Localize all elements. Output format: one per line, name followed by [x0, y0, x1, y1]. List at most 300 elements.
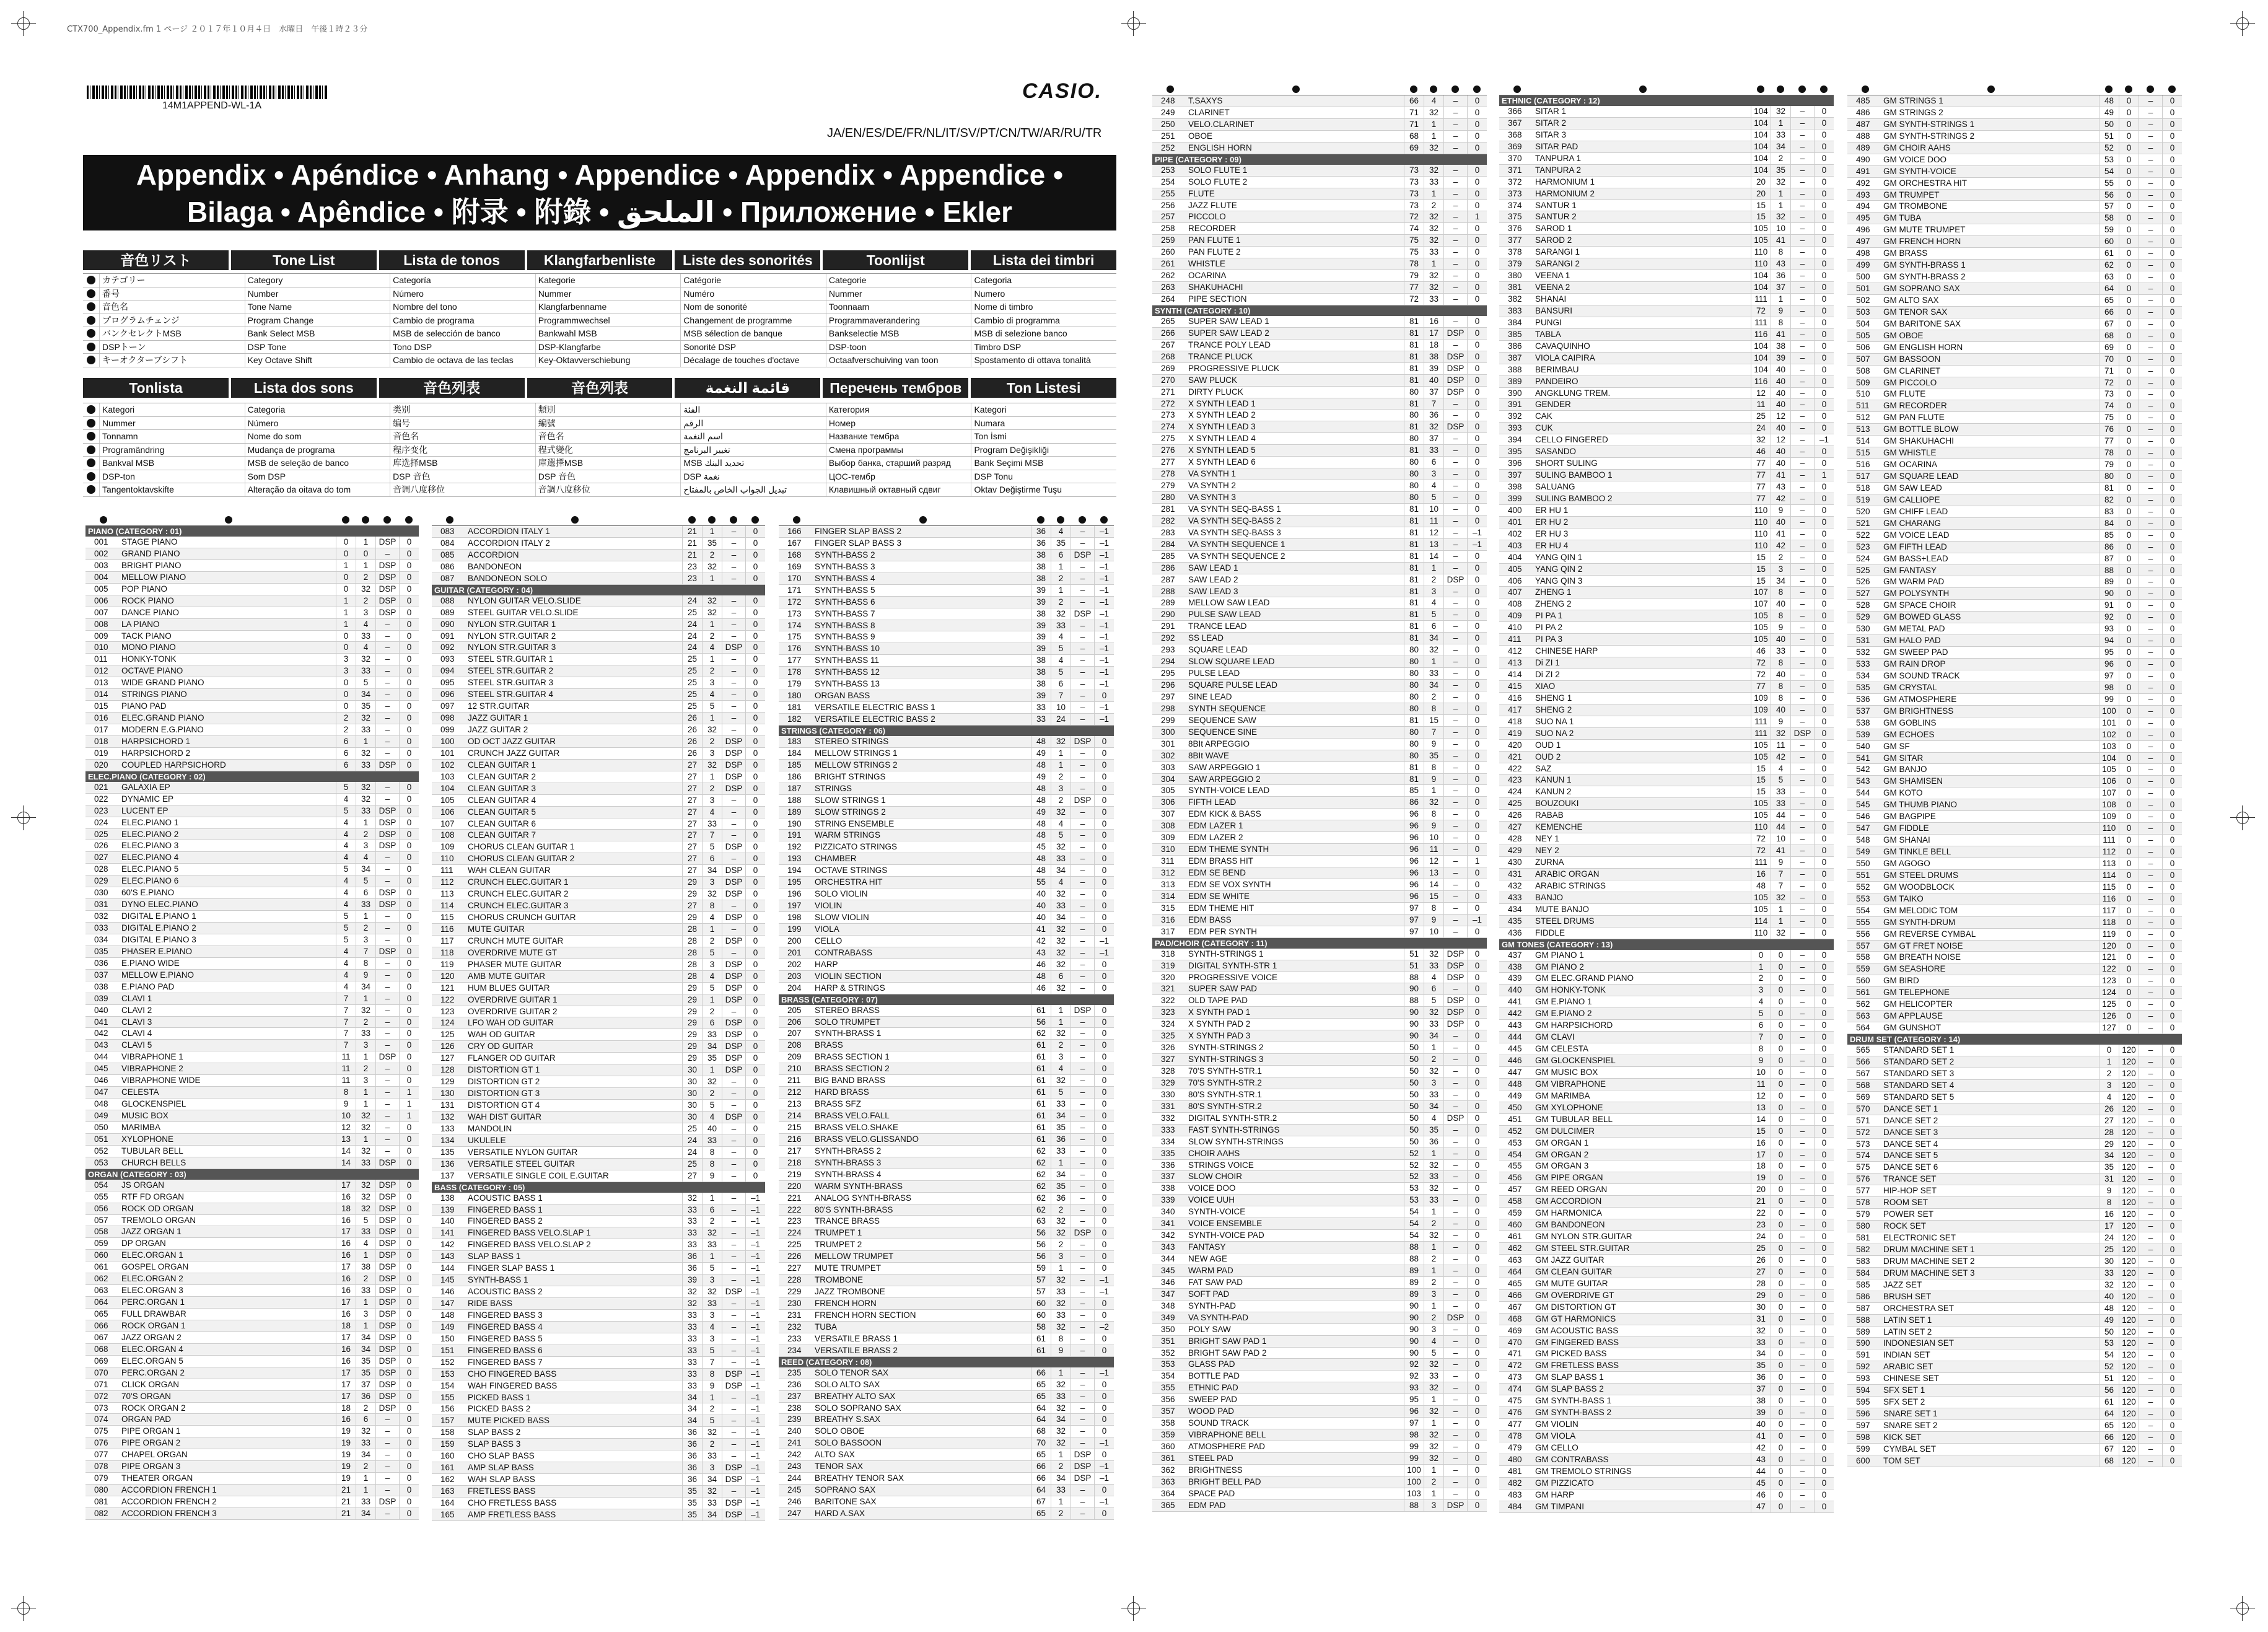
tone-cell: 0 — [1771, 1208, 1790, 1219]
tone-cell: GM SYNTH-BASS 1 — [1535, 1396, 1612, 1406]
tone-cell: – — [1071, 818, 1094, 830]
tone-row — [1499, 752, 1834, 763]
tone-cell: 1 — [1051, 1496, 1071, 1507]
tone-cell: CHOIR AAHS — [1188, 1148, 1240, 1158]
tone-cell: 67 — [2099, 318, 2119, 330]
tone-cell: 0 — [1814, 1160, 1834, 1172]
tone-cell: EDM THEME HIT — [1188, 903, 1254, 913]
tone-cell: 62 — [1031, 1204, 1051, 1216]
tone-cell: ROCK PIANO — [121, 595, 174, 605]
tone-cell: – — [2139, 553, 2162, 564]
tone-row — [432, 538, 765, 550]
tone-cell: 1 — [1424, 563, 1443, 574]
tone-cell: SYNTH-BASS 1 — [468, 1275, 528, 1285]
tone-cell: ER HU 4 — [1535, 540, 1569, 550]
tone-cell: 0 — [2119, 612, 2139, 623]
tone-row — [1847, 576, 2182, 588]
tone-cell: 4 — [702, 807, 722, 818]
tone-cell: 0 — [1814, 294, 1834, 305]
tone-cell: 0 — [1771, 1266, 1790, 1278]
tone-row — [1152, 1007, 1487, 1019]
column-number-icon — [1292, 86, 1300, 93]
tone-cell: GOSPEL ORGAN — [121, 1262, 189, 1272]
tone-cell: VOICE ENSEMBLE — [1188, 1219, 1263, 1229]
tone-cell: DANCE SET 1 — [1883, 1103, 1938, 1113]
tone-cell: 3 — [1424, 1500, 1443, 1511]
tone-cell: 16 — [336, 1238, 356, 1249]
tone-cell: 0 — [2119, 835, 2139, 846]
tone-row — [1847, 107, 2182, 119]
tone-row — [85, 1017, 419, 1029]
tone-cell: – — [1790, 1290, 1814, 1301]
tone-row — [1847, 354, 2182, 366]
tone-cell: 0 — [399, 1028, 419, 1039]
tone-cell: 40 — [2099, 1291, 2119, 1302]
tone-cell: 61 — [2099, 1397, 2119, 1408]
tone-cell: GM APPLAUSE — [1883, 1011, 1943, 1021]
tone-cell: – — [1071, 1239, 1094, 1250]
tone-cell: 43 — [1771, 481, 1790, 493]
tone-row — [1499, 1302, 1834, 1314]
tone-cell: 10 — [1051, 702, 1071, 713]
tone-row — [1499, 434, 1834, 446]
tone-cell: – — [1790, 822, 1814, 833]
tone-cell: 335 — [1161, 1148, 1175, 1158]
tone-cell: 537 — [1856, 706, 1870, 716]
tone-row — [85, 1414, 419, 1426]
tone-cell: 32 — [702, 561, 722, 573]
tone-cell: 115 — [2099, 882, 2119, 893]
tone-cell: 80 — [1404, 410, 1424, 421]
tone-cell: 1 — [1424, 1301, 1443, 1312]
tone-cell: 0 — [2162, 764, 2182, 775]
tone-cell: 505 — [1856, 330, 1870, 340]
tone-cell: 0 — [2162, 307, 2182, 318]
tone-cell: GM METAL PAD — [1883, 624, 1945, 634]
tone-cell: – — [1790, 928, 1814, 939]
tone-cell: – — [722, 947, 745, 959]
tone-cell: 120 — [2119, 1162, 2139, 1173]
tone-cell: 293 — [1161, 645, 1175, 655]
tone-cell: VA SYNTH-PAD — [1188, 1312, 1249, 1322]
tone-cell: 0 — [1814, 247, 1834, 258]
tone-cell: ELECTRONIC SET — [1883, 1233, 1956, 1242]
tone-cell: 141 — [440, 1228, 455, 1238]
tone-cell: 0 — [1814, 928, 1834, 939]
legend-cell: MSB sélection de banque — [680, 327, 826, 340]
tone-cell: 0 — [1094, 830, 1114, 841]
tone-row — [1499, 329, 1834, 341]
tone-cell: 0 — [399, 946, 419, 957]
tone-cell: 32 — [1051, 888, 1071, 900]
tone-cell: – — [1790, 470, 1814, 481]
tone-cell: 0 — [2162, 107, 2182, 118]
tone-cell: – — [722, 1392, 745, 1403]
tone-cell: 30 — [682, 1076, 702, 1087]
tone-cell: 61 — [1031, 1333, 1051, 1345]
tone-cell: 0 — [399, 1122, 419, 1133]
tone-cell: GM SHANAI — [1883, 835, 1930, 845]
legend-row — [83, 287, 1116, 301]
tone-cell: 0 — [2119, 741, 2139, 752]
tone-row — [85, 817, 419, 829]
tone-cell: SAW ARPEGGIO 2 — [1188, 774, 1261, 784]
tone-cell: 0 — [2119, 412, 2139, 423]
tone-cell: 1 — [1424, 1042, 1443, 1053]
tone-cell: 2 — [1424, 1054, 1443, 1065]
tone-cell: 33 — [1771, 786, 1790, 797]
tone-cell: 0 — [1094, 1239, 1114, 1250]
tone-cell: AMP FRETLESS BASS — [468, 1509, 556, 1519]
tone-cell: – — [1071, 936, 1094, 947]
legend-cell: MSB تحديد البنك — [680, 457, 826, 470]
tone-cell: 0 — [1467, 1113, 1487, 1124]
tone-cell: – — [722, 900, 745, 911]
tone-cell: 3 — [702, 677, 722, 688]
tone-cell: 211 — [787, 1076, 801, 1086]
tone-cell: – — [1790, 681, 1814, 692]
tone-cell: 25 — [682, 1159, 702, 1170]
column-number-icon — [2125, 86, 2132, 93]
tone-cell: OCTAVE STRINGS — [815, 866, 888, 875]
tone-cell: 0 — [1814, 1138, 1834, 1149]
tone-cell: 9 — [702, 1170, 722, 1182]
tone-cell: – — [1443, 1429, 1467, 1441]
category-header: BASS (CATEGORY : 05) — [432, 1182, 765, 1193]
tone-row — [85, 782, 419, 794]
tone-cell: 083 — [440, 527, 455, 536]
tone-cell: SINE LEAD — [1188, 691, 1232, 701]
tone-row — [432, 1251, 765, 1263]
tone-cell: 168 — [787, 550, 802, 559]
title-line-2: Bilaga • Apêndice • 附录 • 附錄 • الملحق • Приложение • Ekler — [187, 196, 1012, 228]
tone-cell: 0 — [745, 1064, 765, 1076]
tone-cell: 4 — [356, 1238, 375, 1249]
tone-cell: 522 — [1856, 530, 1870, 540]
tone-row — [85, 1238, 419, 1250]
tone-cell: 0 — [2119, 717, 2139, 729]
tone-cell: 0 — [1467, 644, 1487, 656]
tone-cell: NYLON GUITAR VELO.SLIDE — [468, 595, 581, 605]
tone-cell: STEEL DRUMS — [1535, 916, 1595, 926]
tone-cell: – — [1071, 714, 1094, 725]
tone-cell: 2 — [356, 1461, 375, 1472]
tone-cell: 6 — [336, 748, 356, 759]
tone-cell: 0 — [2162, 1303, 2182, 1314]
tone-cell: 2 — [1051, 573, 1071, 584]
tone-cell: – — [1790, 1090, 1814, 1102]
tone-cell: – — [722, 1216, 745, 1227]
tone-row — [1499, 622, 1834, 634]
tone-cell: PIPE SECTION — [1188, 294, 1247, 304]
tone-row — [85, 923, 419, 934]
tone-cell: 0 — [399, 595, 419, 607]
tone-cell: 0 — [399, 548, 419, 559]
tone-cell: – — [1071, 597, 1094, 608]
tone-cell: 8 — [1751, 1043, 1771, 1055]
tone-cell: GM SPACE CHOIR — [1883, 600, 1956, 610]
tone-cell: 19 — [336, 1473, 356, 1484]
tone-cell: – — [1790, 857, 1814, 868]
tone-cell: 0 — [1814, 106, 1834, 117]
tone-cell: CLEAN GUITAR 1 — [468, 760, 536, 770]
tone-cell: DSP — [1071, 550, 1094, 561]
tone-row — [779, 748, 1114, 760]
tone-cell: 33 — [682, 1322, 702, 1333]
tone-cell: Di ZI 2 — [1535, 670, 1560, 679]
tone-cell: DSP — [375, 1391, 399, 1402]
tone-cell: 110 — [1751, 928, 1771, 939]
tone-cell: 72 — [2099, 377, 2119, 388]
tone-cell: 142 — [440, 1240, 455, 1250]
tone-cell: 0 — [399, 852, 419, 863]
tone-cell: 0 — [1814, 1314, 1834, 1325]
tone-cell: – — [1790, 916, 1814, 927]
tone-cell: – — [375, 794, 399, 805]
tone-cell: 539 — [1856, 729, 1870, 739]
tone-cell: 0 — [1467, 504, 1487, 515]
tone-cell: 561 — [1856, 988, 1870, 998]
tone-cell: JAZZ GUITAR 2 — [468, 725, 528, 734]
tone-row — [779, 538, 1114, 550]
tone-cell: DSP — [722, 865, 745, 876]
tone-cell: 081 — [94, 1497, 108, 1506]
tone-cell: 2 — [356, 923, 375, 934]
tone-cell: 0 — [2162, 1103, 2182, 1115]
tone-cell: 123 — [440, 1006, 455, 1016]
tone-cell: ACCORDION ITALY 1 — [468, 527, 550, 536]
tone-row — [1499, 188, 1834, 200]
tone-row — [1499, 282, 1834, 294]
tone-cell: 0 — [2162, 201, 2182, 212]
tone-cell: 2 — [702, 1439, 722, 1450]
tone-cell: 27 — [682, 853, 702, 864]
tone-row — [779, 1204, 1114, 1216]
tone-cell: 327 — [1161, 1055, 1175, 1064]
tone-cell: DSP — [722, 971, 745, 982]
tone-cell: 37 — [1771, 282, 1790, 293]
tone-cell: – — [1443, 1195, 1467, 1206]
tone-cell: – — [1071, 1204, 1094, 1216]
tone-row — [1152, 1148, 1487, 1160]
tone-cell: 51 — [1404, 949, 1424, 960]
tone-cell: BRIGHT BELL PAD — [1188, 1476, 1261, 1486]
tone-cell: 0 — [1771, 1196, 1790, 1207]
tone-row — [85, 1391, 419, 1403]
tone-cell: 37 — [1424, 433, 1443, 444]
tone-cell: 0 — [2119, 846, 2139, 858]
tone-cell: – — [1071, 783, 1094, 794]
tone-cell: 67 — [2099, 1444, 2119, 1455]
tone-row — [1847, 447, 2182, 459]
tone-cell: 297 — [1161, 691, 1175, 701]
tone-cell: 35 — [682, 1486, 702, 1497]
tone-cell: EDM BRASS HIT — [1188, 856, 1254, 866]
legend-number — [83, 341, 99, 354]
tone-cell: 77 — [1404, 282, 1424, 293]
tone-row — [1847, 271, 2182, 283]
legend-cell: 音调八度移位 — [390, 483, 535, 496]
tone-cell: – — [2139, 1185, 2162, 1196]
tone-cell: 428 — [1508, 834, 1522, 844]
tone-cell: –1 — [745, 1498, 765, 1509]
tone-row — [779, 1286, 1114, 1298]
tone-cell: SAROD 2 — [1535, 235, 1572, 245]
tone-cell: ACCORDION ITALY 2 — [468, 538, 550, 548]
tone-row — [1847, 459, 2182, 471]
tone-cell: 81 — [1404, 551, 1424, 562]
tone-cell: 77 — [1751, 458, 1771, 469]
tone-row — [432, 807, 765, 818]
tone-cell: – — [2139, 307, 2162, 318]
tone-cell: 50 — [1404, 1089, 1424, 1100]
tone-cell: 0 — [1467, 1441, 1487, 1452]
tone-cell: 059 — [94, 1239, 108, 1248]
tone-cell: –1 — [1094, 1274, 1114, 1286]
tone-row — [1152, 926, 1487, 938]
tone-cell: 0 — [1094, 924, 1114, 935]
tone-cell: 24 — [682, 1147, 702, 1158]
tone-cell: – — [1071, 1216, 1094, 1227]
tone-cell: 9 — [1424, 739, 1443, 750]
tone-cell: GM HELICOPTER — [1883, 999, 1953, 1009]
tone-cell: ELEC.GRAND PIANO — [121, 713, 204, 723]
tone-cell: – — [1790, 1126, 1814, 1137]
tone-row — [1152, 1125, 1487, 1136]
tone-cell: 307 — [1161, 809, 1175, 819]
tone-cell: 3 — [1771, 564, 1790, 575]
tone-cell: 296 — [1161, 680, 1175, 690]
tone-cell: ER HU 3 — [1535, 529, 1569, 538]
tone-cell: –1 — [1094, 608, 1114, 620]
tone-cell: 110 — [1751, 247, 1771, 258]
tone-cell: 16 — [336, 1356, 356, 1367]
tone-cell: 50 — [1404, 1101, 1424, 1112]
tone-cell: 323 — [1161, 1007, 1175, 1017]
tone-cell: 70 — [2099, 354, 2119, 365]
tone-cell: 045 — [94, 1064, 108, 1074]
tone-cell: 76 — [2099, 424, 2119, 435]
tone-cell: 0 — [1094, 1204, 1114, 1216]
tone-cell: 0 — [1814, 950, 1834, 961]
tone-row — [85, 840, 419, 852]
tone-cell: 10 — [1771, 223, 1790, 234]
tone-cell: 16 — [336, 1215, 356, 1226]
tone-cell: GM JAZZ GUITAR — [1535, 1255, 1605, 1265]
tone-cell: 0 — [1094, 888, 1114, 900]
tone-row — [779, 1298, 1114, 1310]
tone-cell: GM ACOUSTIC BASS — [1535, 1325, 1619, 1335]
tone-cell: 2 — [336, 713, 356, 724]
tone-cell: 0 — [1814, 1055, 1834, 1066]
tone-cell: 0 — [1814, 1466, 1834, 1477]
tone-cell: 4 — [336, 875, 356, 887]
tone-cell: 104 — [1751, 282, 1771, 293]
tone-cell: SYNTH-PAD — [1188, 1301, 1237, 1310]
tone-cell: 8BIt ARPEGGIO — [1188, 739, 1250, 748]
tone-cell: 38 — [1751, 1395, 1771, 1406]
tone-cell: 32 — [1424, 1160, 1443, 1171]
tone-cell: 035 — [94, 946, 108, 956]
tone-cell: 085 — [440, 550, 455, 559]
tone-cell: – — [2139, 565, 2162, 576]
tone-cell: 1 — [1051, 561, 1071, 573]
tone-cell: 011 — [94, 654, 108, 664]
tone-row — [1499, 493, 1834, 505]
tone-cell: – — [1790, 1008, 1814, 1019]
tone-row — [1499, 1372, 1834, 1384]
tone-cell: DSP — [375, 1180, 399, 1191]
list-header-6: Ton Listesi — [971, 378, 1116, 398]
tone-row — [1499, 305, 1834, 317]
tone-cell: 0 — [1467, 480, 1487, 491]
tone-cell: – — [722, 1322, 745, 1333]
tone-cell: VA SYNTH SEQ-BASS 2 — [1188, 515, 1281, 525]
tone-cell: 262 — [1161, 271, 1175, 281]
tone-row — [1152, 468, 1487, 480]
tone-row — [779, 1239, 1114, 1251]
tone-cell: 0 — [2119, 400, 2139, 411]
tone-cell: 24 — [682, 1135, 702, 1146]
tone-row — [779, 959, 1114, 971]
tone-cell: 68 — [1031, 1426, 1051, 1437]
tone-cell: 120 — [2119, 1268, 2139, 1279]
tone-cell: BRASS — [815, 1040, 843, 1050]
tone-cell: ROCK ORGAN 1 — [121, 1320, 186, 1330]
tone-row — [85, 619, 419, 631]
tone-cell: 1 — [356, 1051, 375, 1063]
tone-cell: GM FRETLESS BASS — [1535, 1361, 1619, 1371]
tone-cell: 4 — [1424, 1113, 1443, 1124]
tone-cell: 507 — [1856, 354, 1870, 364]
tone-cell: SITAR PAD — [1535, 141, 1578, 151]
tone-cell: VIOLIN SECTION — [815, 971, 882, 981]
tone-cell: 0 — [1467, 1089, 1487, 1100]
tone-cell: 0 — [399, 817, 419, 828]
tone-cell: GM VIOLIN — [1535, 1419, 1578, 1429]
tone-cell: GM SHAKUHACHI — [1883, 436, 1955, 446]
tone-cell: 283 — [1161, 527, 1175, 537]
tone-cell: – — [375, 748, 399, 759]
tone-cell: 32 — [702, 1286, 722, 1297]
tone-cell: 17 — [336, 1367, 356, 1379]
tone-cell: BREATHY TENOR SAX — [815, 1473, 904, 1483]
tone-row — [1847, 506, 2182, 518]
tone-cell: 380 — [1508, 271, 1522, 281]
tone-row — [432, 771, 765, 783]
tone-cell: 36 — [1031, 538, 1051, 549]
tone-cell: –1 — [1094, 550, 1114, 561]
tone-cell: 206 — [787, 1017, 802, 1027]
tone-cell: 0 — [2119, 929, 2139, 940]
tone-cell: – — [1443, 258, 1467, 270]
tone-row — [1499, 634, 1834, 646]
tone-cell: 369 — [1508, 141, 1522, 151]
tone-cell: 0 — [745, 959, 765, 970]
column-number-icon — [919, 516, 927, 524]
tone-cell: – — [1790, 258, 1814, 270]
tone-cell: 0 — [336, 677, 356, 688]
list-header-3: Klangfarbenliste — [527, 250, 673, 270]
tone-cell: 0 — [1814, 270, 1834, 281]
tone-cell: 568 — [1856, 1080, 1870, 1090]
tone-cell: 120 — [2119, 1244, 2139, 1255]
tone-cell: 4 — [1771, 763, 1790, 774]
tone-cell: – — [1071, 667, 1094, 678]
tone-row — [432, 818, 765, 830]
tone-cell: 40 — [1771, 517, 1790, 528]
column-number-cell — [1883, 86, 2099, 95]
